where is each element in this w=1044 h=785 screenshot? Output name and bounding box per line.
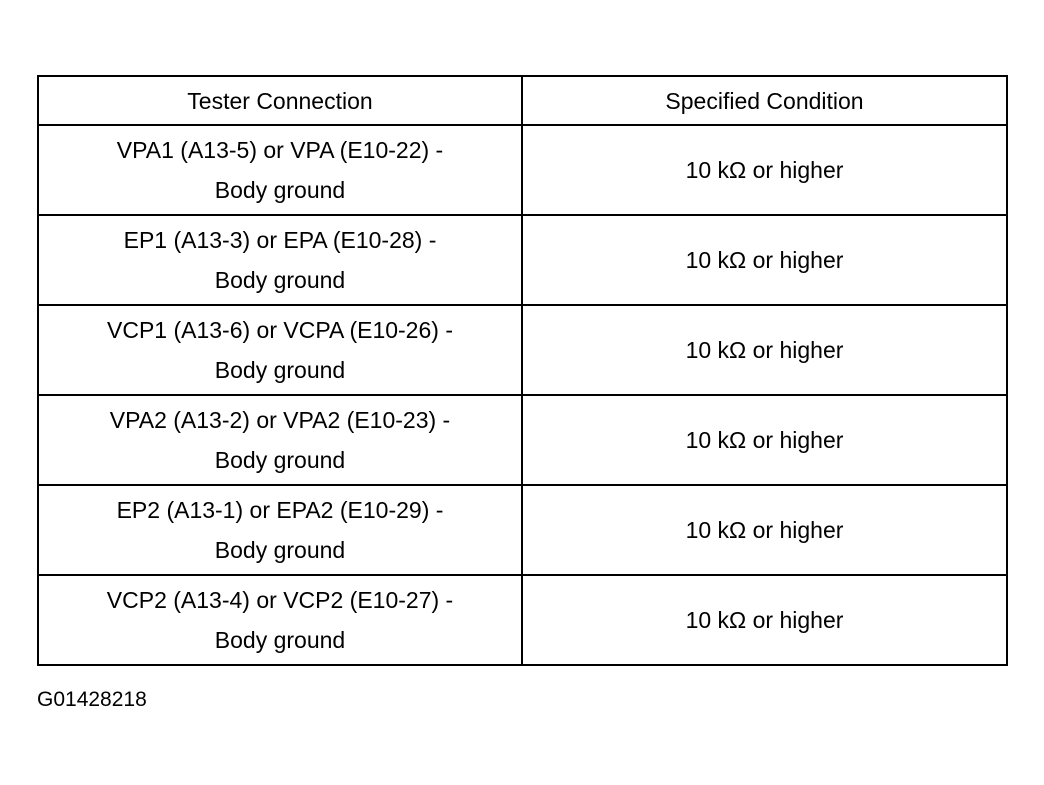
specified-condition-cell: 10 kΩ or higher [522, 125, 1007, 215]
specified-condition-cell: 10 kΩ or higher [522, 485, 1007, 575]
table-row [38, 575, 1007, 665]
table-header-row [38, 76, 1007, 125]
header-specified-condition: Specified Condition [522, 76, 1007, 125]
specified-condition-cell: 10 kΩ or higher [522, 395, 1007, 485]
connection-text: EP2 (A13-1) or EPA2 (E10-29) - [116, 497, 444, 523]
connection-text-ground: Body ground [214, 447, 346, 473]
connection-text-ground: Body ground [214, 357, 346, 383]
specified-condition-cell: 10 kΩ or higher [522, 575, 1007, 665]
table-row [38, 305, 1007, 395]
connection-text-ground: Body ground [214, 177, 346, 203]
connection-text-ground: Body ground [214, 627, 346, 653]
header-tester-connection: Tester Connection [38, 76, 522, 125]
tester-connection-cell [38, 395, 522, 485]
connection-text: VPA1 (A13-5) or VPA (E10-22) - [116, 137, 444, 163]
tester-connection-cell [38, 485, 522, 575]
connection-text: EP1 (A13-3) or EPA (E10-28) - [123, 227, 437, 253]
table-row [38, 215, 1007, 305]
specified-condition-cell: 10 kΩ or higher [522, 305, 1007, 395]
tester-connection-cell [38, 215, 522, 305]
tester-connection-cell [38, 575, 522, 665]
tester-connection-cell [38, 305, 522, 395]
specified-condition-cell: 10 kΩ or higher [522, 215, 1007, 305]
connection-text: VCP1 (A13-6) or VCPA (E10-26) - [107, 317, 453, 343]
table-row [38, 485, 1007, 575]
connection-text-ground: Body ground [214, 537, 346, 563]
connection-text: VCP2 (A13-4) or VCP2 (E10-27) - [106, 587, 454, 613]
table-row [38, 395, 1007, 485]
connection-text-ground: Body ground [214, 267, 346, 293]
table-row [38, 125, 1007, 215]
tester-connection-cell [38, 125, 522, 215]
tester-connection-table [37, 75, 1008, 666]
figure-id: G01428218 [37, 688, 147, 711]
connection-text: VPA2 (A13-2) or VPA2 (E10-23) - [109, 407, 451, 433]
